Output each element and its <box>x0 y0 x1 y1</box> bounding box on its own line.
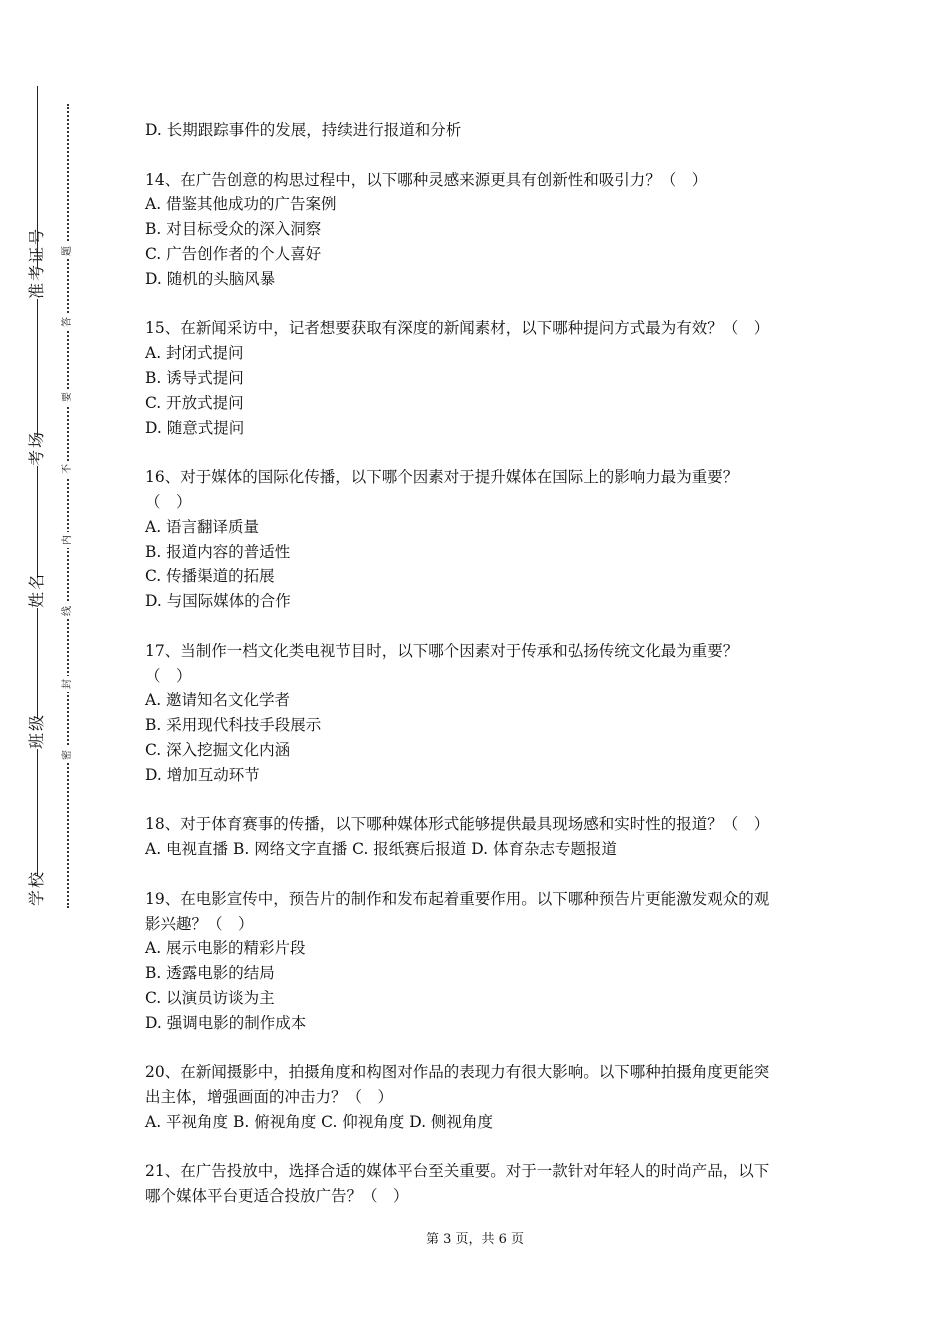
question-15-option-a: A. 封闭式提问 <box>145 344 244 363</box>
seal-char: 密 <box>60 747 76 763</box>
question-18-options: A. 电视直播 B. 网络文字直播 C. 报纸赛后报道 D. 体育杂志专题报道 <box>145 840 617 859</box>
question-17-stem-cont: （ ） <box>145 666 192 685</box>
page-footer: 第 3 页，共 6 页 <box>425 1232 525 1247</box>
question-16-option-d: D. 与国际媒体的合作 <box>145 592 291 611</box>
question-14-option-b: B. 对目标受众的深入洞察 <box>145 220 322 239</box>
field-label-name: 姓名 <box>22 578 52 608</box>
question-17-stem: 17、当制作一档文化类电视节目时，以下哪个因素对于传承和弘扬传统文化最为重要？ <box>145 641 739 660</box>
field-label-school: 学校 <box>22 876 52 906</box>
question-16-option-c: C. 传播渠道的拓展 <box>145 567 275 586</box>
question-16-option-b: B. 报道内容的普适性 <box>145 542 291 561</box>
field-label-class: 班级 <box>22 719 52 749</box>
question-15-option-d: D. 随意式提问 <box>145 418 245 437</box>
question-20-stem-cont: 出主体，增强画面的冲击力？（ ） <box>145 1088 394 1107</box>
seal-char: 内 <box>60 532 76 548</box>
field-label-exam-number: 准考证号 <box>22 269 52 299</box>
question-15-stem: 15、在新闻采访中，记者想要获取有深度的新闻素材，以下哪种提问方式最为有效？（ ） <box>145 319 770 338</box>
question-14-option-d: D. 随机的头脑风暴 <box>145 269 276 288</box>
seal-dotted-line <box>67 104 69 908</box>
question-17-option-d: D. 增加互动环节 <box>145 765 260 784</box>
question-17-option-a: A. 邀请知名文化学者 <box>145 691 291 710</box>
question-list <box>145 118 815 1209</box>
binding-solid-line <box>37 86 38 898</box>
question-17-option-c: C. 深入挖掘文化内涵 <box>145 740 291 759</box>
seal-char: 题 <box>60 243 76 259</box>
question-19-stem: 19、在电影宣传中，预告片的制作和发布起着重要作用。以下哪种预告片更能激发观众的观 <box>145 889 770 908</box>
question-14-stem: 14、在广告创意的构思过程中，以下哪种灵感来源更具有创新性和吸引力？（ ） <box>145 170 708 189</box>
question-21-stem: 21、在广告投放中，选择合适的媒体平台至关重要。对于一款针对年轻人的时尚产品，以下 <box>145 1162 770 1181</box>
question-15-option-b: B. 诱导式提问 <box>145 368 244 387</box>
seal-char: 封 <box>60 676 76 692</box>
question-13-option-d: D. 长期跟踪事件的发展，持续进行报道和分析 <box>145 121 462 139</box>
seal-char: 不 <box>60 461 76 477</box>
field-label-exam-room: 考场 <box>22 436 52 466</box>
question-20-stem: 20、在新闻摄影中，拍摄角度和构图对作品的表现力有很大影响。以下哪种拍摄角度更能突 <box>145 1063 770 1082</box>
question-16-stem-cont: （ ） <box>145 492 192 511</box>
question-14-option-a: A. 借鉴其他成功的广告案例 <box>145 195 337 214</box>
question-17-option-b: B. 采用现代科技手段展示 <box>145 716 322 735</box>
question-19-option-b: B. 透露电影的结局 <box>145 964 275 983</box>
question-19-option-d: D. 强调电影的制作成本 <box>145 1013 307 1032</box>
seal-char: 要 <box>60 389 76 405</box>
question-16-stem: 16、对于媒体的国际化传播，以下哪个因素对于提升媒体在国际上的影响力最为重要？ <box>145 468 739 487</box>
question-16-option-a: A. 语言翻译质量 <box>145 517 260 536</box>
question-19-option-a: A. 展示电影的精彩片段 <box>145 939 306 958</box>
question-19-stem-cont: 影兴趣？（ ） <box>145 914 254 933</box>
question-14-option-c: C. 广告创作者的个人喜好 <box>145 244 322 263</box>
question-15-option-c: C. 开放式提问 <box>145 393 244 412</box>
seal-char: 线 <box>60 603 76 619</box>
question-21-stem-cont: 哪个媒体平台更适合投放广告？（ ） <box>145 1187 409 1206</box>
question-18-stem: 18、对于体育赛事的传播，以下哪种媒体形式能够提供最具现场感和实时性的报道？（ ） <box>145 815 770 834</box>
seal-char: 答 <box>60 314 76 330</box>
question-20-options: A. 平视角度 B. 俯视角度 C. 仰视角度 D. 侧视角度 <box>145 1112 493 1131</box>
question-19-option-c: C. 以演员访谈为主 <box>145 988 275 1007</box>
